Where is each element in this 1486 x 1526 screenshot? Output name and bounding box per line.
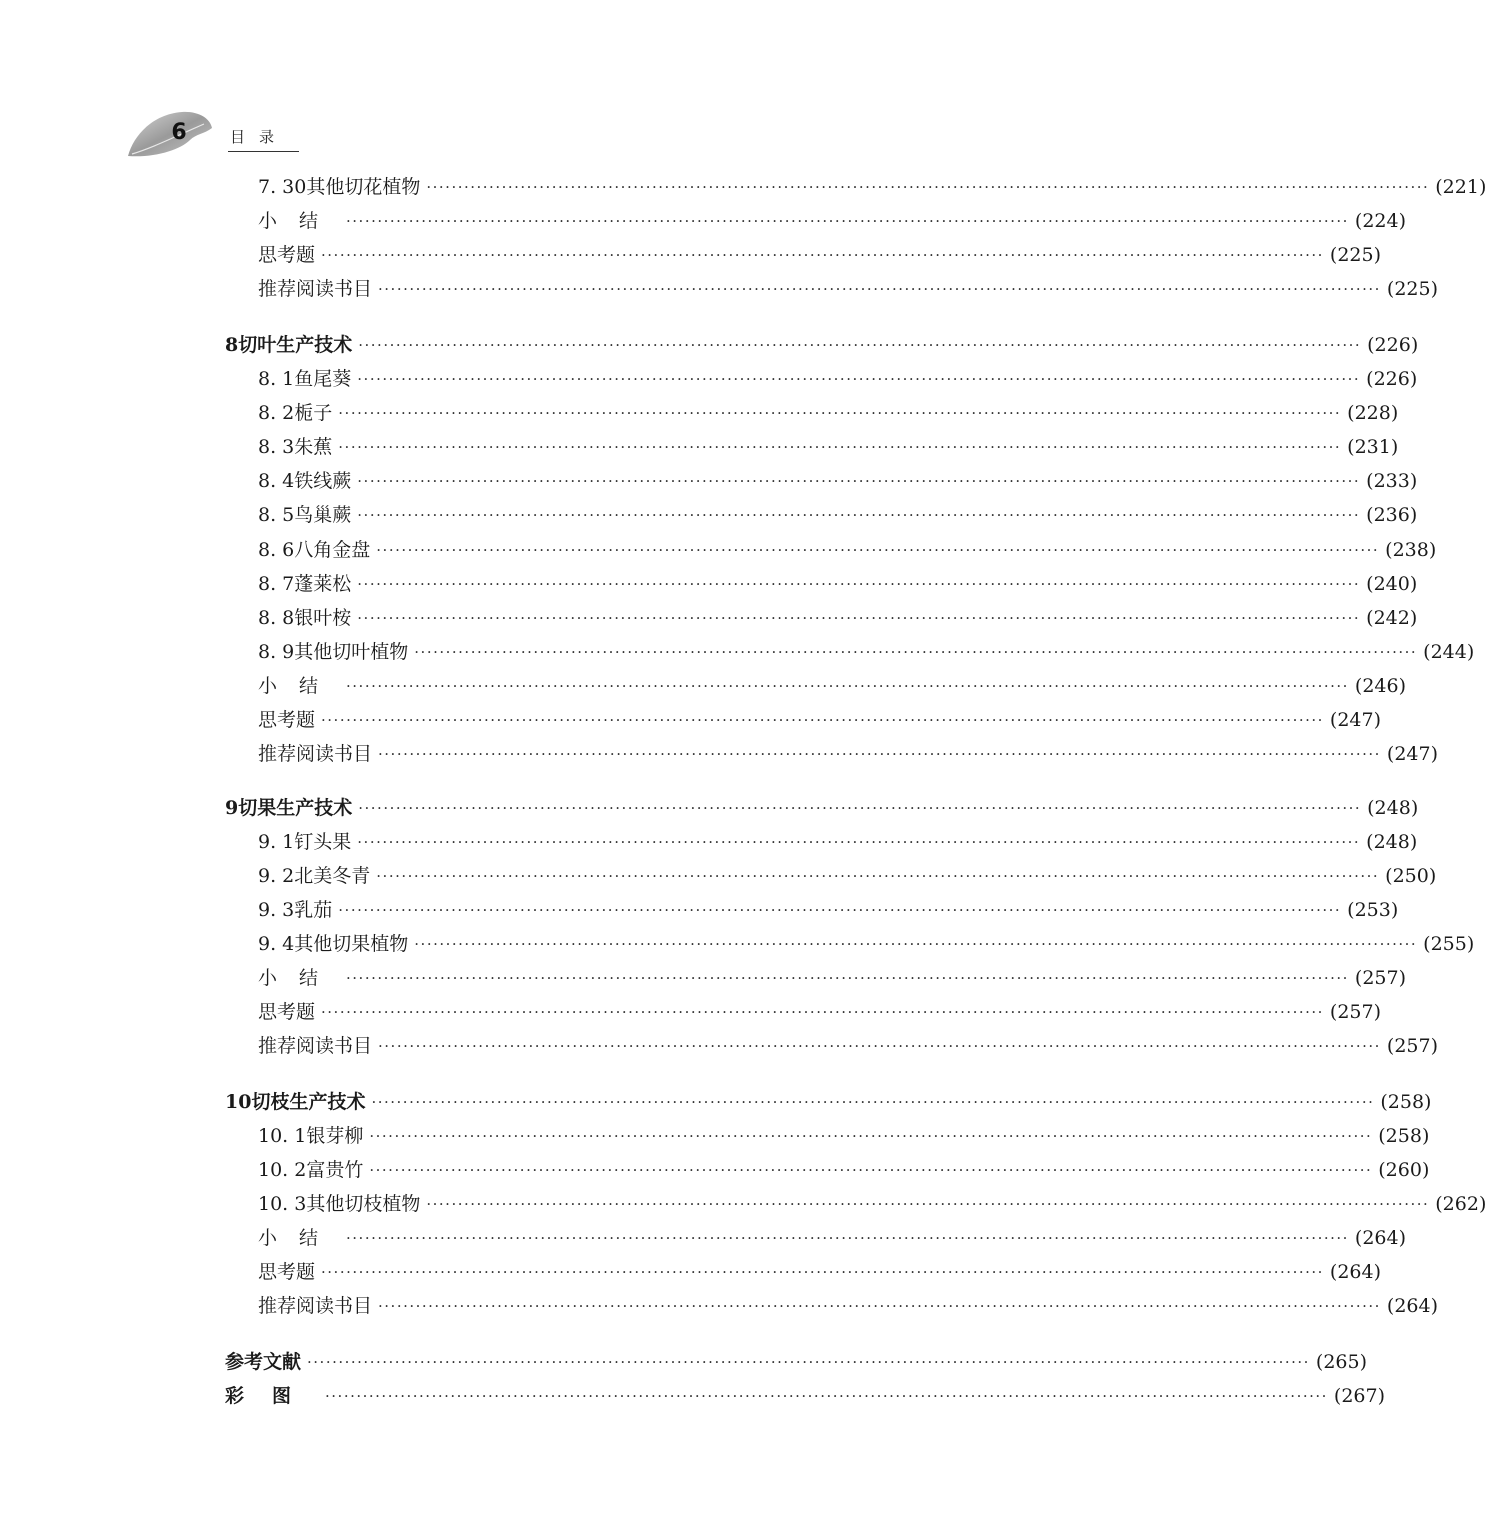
- toc-entry-title: 切叶生产技术: [238, 334, 353, 356]
- dot-leader: ································································································································································: [414, 935, 1418, 953]
- toc-entry-number: 8: [225, 334, 239, 356]
- toc-entry[interactable]: [258, 1121, 1430, 1151]
- toc-entry[interactable]: [258, 827, 1418, 857]
- toc-entry[interactable]: [258, 398, 1399, 428]
- toc-entry-title: 小结: [258, 210, 341, 232]
- dot-leader: ································································································································································: [325, 1387, 1328, 1405]
- toc-entry-page: (247): [1329, 709, 1381, 731]
- dot-leader: ································································································································································: [321, 246, 1324, 264]
- toc-entry-page: (224): [1354, 210, 1406, 232]
- dot-leader: ································································································································································: [376, 541, 1380, 559]
- toc-entry-number: 7. 30: [258, 176, 307, 198]
- toc-entry[interactable]: [258, 603, 1418, 633]
- toc-entry-page: (264): [1386, 1295, 1438, 1317]
- toc-entry-page: (246): [1354, 675, 1406, 697]
- toc-entry-title: 其他切果植物: [294, 933, 409, 955]
- toc-entry-page: (260): [1378, 1159, 1430, 1181]
- toc-entry[interactable]: [258, 637, 1475, 667]
- toc-entry-title: 其他切花植物: [306, 176, 421, 198]
- toc-entry-number: 9. 2: [258, 865, 295, 887]
- toc-entry-page: (257): [1386, 1035, 1438, 1057]
- toc-entry[interactable]: [258, 364, 1418, 394]
- toc-entry-title: 小结: [258, 675, 341, 697]
- toc-entry-page: (248): [1367, 797, 1419, 819]
- toc-entry-title: 蓬莱松: [294, 573, 352, 595]
- dot-leader: ································································································································································: [358, 799, 1362, 817]
- dot-leader: ································································································································································: [358, 336, 1362, 354]
- toc-entry-title: 钉头果: [294, 831, 352, 853]
- toc-entry-page: (265): [1315, 1351, 1367, 1373]
- toc-entry-number: 8. 1: [258, 368, 295, 390]
- toc-entry-title: 银芽柳: [306, 1125, 364, 1147]
- toc-entry[interactable]: [258, 705, 1381, 735]
- toc-entry[interactable]: [258, 1155, 1430, 1185]
- toc-entry-title: 彩图: [225, 1385, 320, 1407]
- toc-entry-number: 8. 3: [258, 436, 295, 458]
- toc-entry[interactable]: [258, 500, 1418, 530]
- toc-entry[interactable]: [258, 1223, 1406, 1253]
- toc-entry-number: 9. 1: [258, 831, 295, 853]
- toc-entry-page: (228): [1347, 402, 1399, 424]
- toc-entry-title: 铁线蕨: [294, 470, 352, 492]
- dot-leader: ································································································································································: [338, 404, 1342, 422]
- toc-entry-title: 富贵竹: [306, 1159, 364, 1181]
- toc-entry-title: 鸟巢蕨: [294, 504, 352, 526]
- toc-entry-page: (257): [1354, 967, 1406, 989]
- dot-leader: ································································································································································: [357, 472, 1361, 490]
- toc-entry[interactable]: [258, 1189, 1486, 1219]
- dot-leader: ································································································································································: [338, 901, 1342, 919]
- toc-entry-number: 8. 6: [258, 539, 295, 561]
- toc-entry-page: (248): [1366, 831, 1418, 853]
- toc-entry-number: 10. 3: [258, 1193, 307, 1215]
- toc-entry-title: 推荐阅读书目: [258, 1295, 373, 1317]
- toc-entry-title: 推荐阅读书目: [258, 278, 373, 300]
- running-title: 目录: [230, 128, 289, 146]
- toc-entry-number: 9. 3: [258, 899, 295, 921]
- dot-leader: ································································································································································: [378, 1297, 1381, 1315]
- toc-entry-number: 10: [225, 1091, 252, 1113]
- dot-leader: ································································································································································: [357, 575, 1361, 593]
- toc-entry[interactable]: [258, 535, 1437, 565]
- toc-entry-title: 小结: [258, 1227, 341, 1249]
- toc-entry[interactable]: [225, 1087, 1432, 1117]
- toc-entry-number: 8. 2: [258, 402, 295, 424]
- toc-entry-number: 8. 4: [258, 470, 295, 492]
- toc-entry[interactable]: [258, 1031, 1438, 1061]
- dot-leader: ································································································································································: [346, 677, 1349, 695]
- toc-entry-title: 朱蕉: [294, 436, 333, 458]
- dot-leader: ································································································································································: [378, 1037, 1381, 1055]
- toc-entry-page: (258): [1380, 1091, 1432, 1113]
- toc-entry-page: (231): [1347, 436, 1399, 458]
- dot-leader: ································································································································································: [378, 745, 1381, 763]
- toc-entry-title: 栀子: [294, 402, 333, 424]
- page-number: 6: [171, 120, 187, 145]
- toc-entry[interactable]: [258, 1291, 1438, 1321]
- toc-entry-title: 其他切叶植物: [294, 641, 409, 663]
- dot-leader: ································································································································································: [369, 1161, 1373, 1179]
- toc-entry[interactable]: [225, 1381, 1385, 1411]
- dot-leader: ································································································································································: [357, 370, 1361, 388]
- toc-entry-page: (226): [1366, 368, 1418, 390]
- toc-entry-page: (267): [1333, 1385, 1385, 1407]
- toc-entry-title: 鱼尾葵: [294, 368, 352, 390]
- dot-leader: ································································································································································: [321, 1263, 1324, 1281]
- toc-entry-page: (258): [1378, 1125, 1430, 1147]
- toc-entry[interactable]: [258, 739, 1438, 769]
- dot-leader: ································································································································································: [378, 280, 1381, 298]
- toc-entry-page: (244): [1423, 641, 1475, 663]
- toc-entry-title: 银叶桉: [294, 607, 352, 629]
- toc-entry-page: (240): [1366, 573, 1418, 595]
- toc-entry-page: (264): [1329, 1261, 1381, 1283]
- toc-entry-title: 参考文献: [225, 1351, 302, 1373]
- dot-leader: ································································································································································: [346, 1229, 1349, 1247]
- toc-entry-page: (225): [1329, 244, 1381, 266]
- toc-entry-page: (247): [1386, 743, 1438, 765]
- dot-leader: ································································································································································: [346, 212, 1349, 230]
- toc-entry-number: 9: [225, 797, 239, 819]
- toc-entry[interactable]: [225, 1347, 1367, 1377]
- toc-entry-page: (238): [1385, 539, 1437, 561]
- toc-entry-title: 切枝生产技术: [251, 1091, 366, 1113]
- toc-entry-page: (225): [1386, 278, 1438, 300]
- toc-entry[interactable]: [258, 963, 1406, 993]
- toc-entry-title: 北美冬青: [294, 865, 371, 887]
- toc-entry-title: 推荐阅读书目: [258, 743, 373, 765]
- toc-entry[interactable]: [258, 432, 1399, 462]
- toc-entry[interactable]: [258, 206, 1406, 236]
- toc-entry[interactable]: [225, 793, 1419, 823]
- toc-entry-title: 其他切枝植物: [306, 1193, 421, 1215]
- dot-leader: ································································································································································: [357, 506, 1361, 524]
- dot-leader: ································································································································································: [426, 1195, 1430, 1213]
- toc-entry-number: 8. 9: [258, 641, 295, 663]
- toc-entry-page: (250): [1385, 865, 1437, 887]
- toc-entry-title: 切果生产技术: [238, 797, 353, 819]
- dot-leader: ································································································································································: [321, 711, 1324, 729]
- toc-entry-title: 思考题: [258, 1261, 316, 1283]
- toc-entry-page: (255): [1423, 933, 1475, 955]
- dot-leader: ································································································································································: [338, 438, 1342, 456]
- toc-entry[interactable]: [258, 1257, 1381, 1287]
- toc-entry-title: 思考题: [258, 709, 316, 731]
- dot-leader: ································································································································································: [414, 643, 1418, 661]
- toc-entry[interactable]: [258, 240, 1381, 270]
- dot-leader: ································································································································································: [321, 1003, 1324, 1021]
- dot-leader: ································································································································································: [426, 178, 1430, 196]
- toc-entry-number: 10. 2: [258, 1159, 307, 1181]
- toc-entry-page: (264): [1354, 1227, 1406, 1249]
- toc-entry-number: 9. 4: [258, 933, 295, 955]
- dot-leader: ································································································································································: [357, 833, 1361, 851]
- dot-leader: ································································································································································: [307, 1353, 1310, 1371]
- toc-entry[interactable]: [258, 671, 1406, 701]
- toc-entry[interactable]: [258, 895, 1399, 925]
- toc-entry-title: 思考题: [258, 244, 316, 266]
- toc-entry-page: (226): [1367, 334, 1419, 356]
- toc-entry-number: 8. 5: [258, 504, 295, 526]
- toc-entry[interactable]: [258, 172, 1486, 202]
- toc-entry[interactable]: [258, 569, 1418, 599]
- toc-entry-page: (253): [1347, 899, 1399, 921]
- toc-entry-page: (257): [1329, 1001, 1381, 1023]
- toc-entry-number: 8. 7: [258, 573, 295, 595]
- dot-leader: ································································································································································: [376, 867, 1380, 885]
- toc-entry[interactable]: [258, 997, 1381, 1027]
- toc-entry-title: 八角金盘: [294, 539, 371, 561]
- toc-entry[interactable]: [258, 466, 1418, 496]
- dot-leader: ································································································································································: [369, 1127, 1373, 1145]
- dot-leader: ································································································································································: [371, 1093, 1375, 1111]
- dot-leader: ································································································································································: [346, 969, 1349, 987]
- toc-entry-page: (242): [1366, 607, 1418, 629]
- toc-entry-title: 推荐阅读书目: [258, 1035, 373, 1057]
- toc-entry-title: 思考题: [258, 1001, 316, 1023]
- toc-entry-page: (233): [1366, 470, 1418, 492]
- toc-entry[interactable]: [258, 274, 1438, 304]
- toc-entry-title: 乳茄: [294, 899, 333, 921]
- toc-entry-number: 10. 1: [258, 1125, 307, 1147]
- toc-entry[interactable]: [225, 330, 1419, 360]
- toc-entry-number: 8. 8: [258, 607, 295, 629]
- toc-entry[interactable]: [258, 861, 1437, 891]
- toc-entry[interactable]: [258, 929, 1475, 959]
- toc-entry-page: (262): [1435, 1193, 1486, 1215]
- toc-entry-page: (221): [1435, 176, 1486, 198]
- toc-entry-title: 小结: [258, 967, 341, 989]
- toc-entry-page: (236): [1366, 504, 1418, 526]
- dot-leader: ································································································································································: [357, 609, 1361, 627]
